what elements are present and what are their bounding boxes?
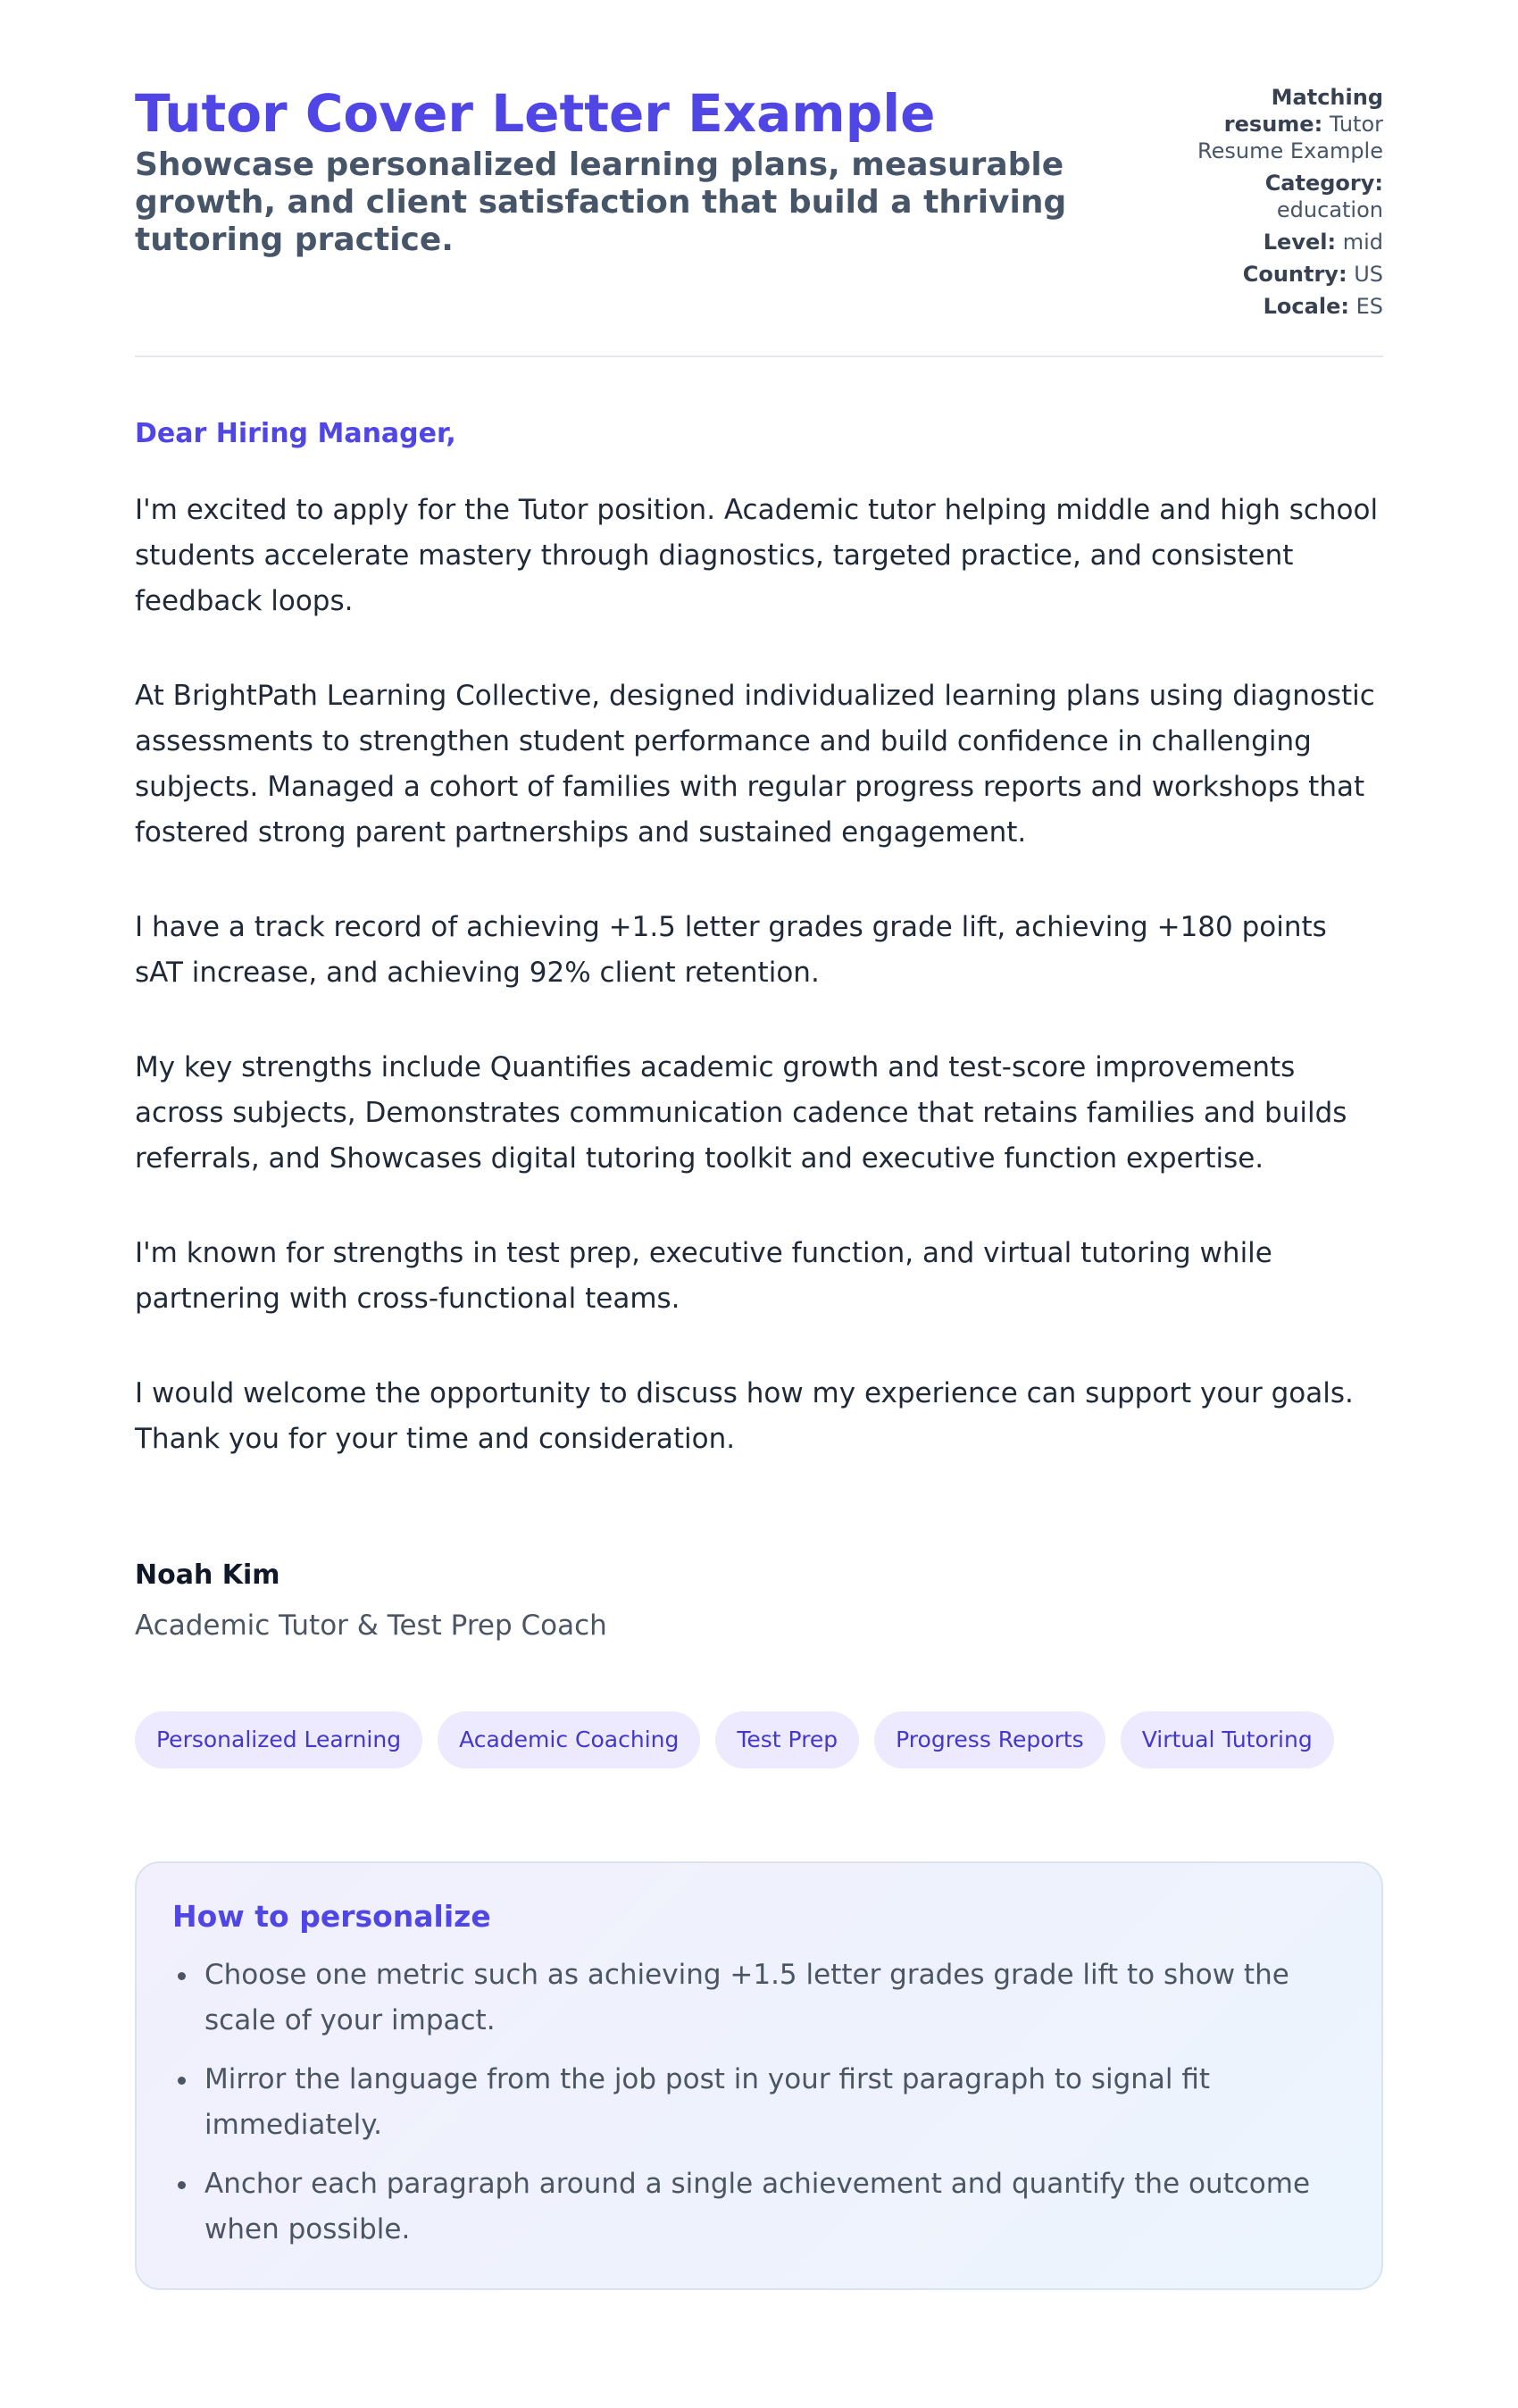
meta-matching-resume xyxy=(1169,84,1383,164)
letter-paragraph: My key strengths include Quantifies academic growth and test-score improvements across subjects, Demonstrates communication cadence that retains families and builds referrals, and Showcases digital tutoring toolkit and executive function expertise. xyxy=(135,1051,1347,1175)
signature-name: Noah Kim xyxy=(135,1559,280,1591)
skill-tag: Virtual Tutoring xyxy=(1121,1711,1334,1768)
personalize-tips-panel xyxy=(135,1861,1383,2290)
letter-body xyxy=(135,357,1383,2290)
meta-locale xyxy=(1169,293,1383,320)
meta-level-value: mid xyxy=(1342,230,1383,255)
tip-item: Mirror the language from the job post in your first paragraph to signal fit immediately. xyxy=(172,2057,1346,2148)
tips-list xyxy=(172,1952,1346,2253)
meta-locale-label: Locale: xyxy=(1263,294,1349,319)
skill-tag: Test Prep xyxy=(715,1711,859,1768)
meta-level xyxy=(1169,229,1383,255)
meta-level-label: Level: xyxy=(1263,230,1337,255)
meta-category-label: Category: xyxy=(1264,171,1383,196)
letter-paragraph: At BrightPath Learning Collective, designed individualized learning plans using diagnostic assessments to strengthen student performance and build confidence in challenging subjects. Managed a cohort of families with regular progress reports and workshops that fostered strong parent partnerships and sustained engagement. xyxy=(135,680,1375,849)
skill-tag: Progress Reports xyxy=(874,1711,1105,1768)
skill-tag: Personalized Learning xyxy=(135,1711,422,1768)
page-subtitle: Showcase personalized learning plans, measurable growth, and client satisfaction that build a thriving tutoring practice. xyxy=(135,146,1067,258)
meta-country-value: US xyxy=(1354,262,1383,287)
page-title: Tutor Cover Letter Example xyxy=(135,83,936,144)
meta-country xyxy=(1169,261,1383,288)
letter-paragraph: I would welcome the opportunity to discuss how my experience can support your goals. Thank you for your time and consideration. xyxy=(135,1377,1354,1455)
meta-panel xyxy=(1169,84,1383,325)
meta-matching-label: Matching resume: xyxy=(1223,85,1383,137)
meta-matching-value: Tutor Resume Example xyxy=(1197,112,1383,163)
meta-category-value: education xyxy=(1276,197,1383,222)
meta-country-label: Country: xyxy=(1242,262,1347,287)
skill-tag: Academic Coaching xyxy=(438,1711,700,1768)
tip-item: Anchor each paragraph around a single achievement and quantify the outcome when possible. xyxy=(172,2161,1346,2253)
letter-paragraph: I'm excited to apply for the Tutor position. Academic tutor helping middle and high school students accelerate mastery through diagnostics, targeted practice, and consistent feedback loops. xyxy=(135,494,1379,617)
signature-role: Academic Tutor & Test Prep Coach xyxy=(135,1610,607,1642)
page-header xyxy=(135,0,1383,357)
meta-locale-value: ES xyxy=(1355,294,1383,319)
tips-title: How to personalize xyxy=(172,1899,491,1934)
skill-tags xyxy=(135,1711,1383,1768)
meta-category xyxy=(1169,170,1383,223)
letter-greeting: Dear Hiring Manager, xyxy=(135,418,456,449)
letter-paragraph: I'm known for strengths in test prep, executive function, and virtual tutoring while partnering with cross-functional teams. xyxy=(135,1237,1272,1315)
letter-paragraph: I have a track record of achieving +1.5 letter grades grade lift, achieving +180 points sAT increase, and achieving 92% client retention. xyxy=(135,911,1327,989)
tip-item: Choose one metric such as achieving +1.5 letter grades grade lift to show the scale of your impact. xyxy=(172,1952,1346,2044)
